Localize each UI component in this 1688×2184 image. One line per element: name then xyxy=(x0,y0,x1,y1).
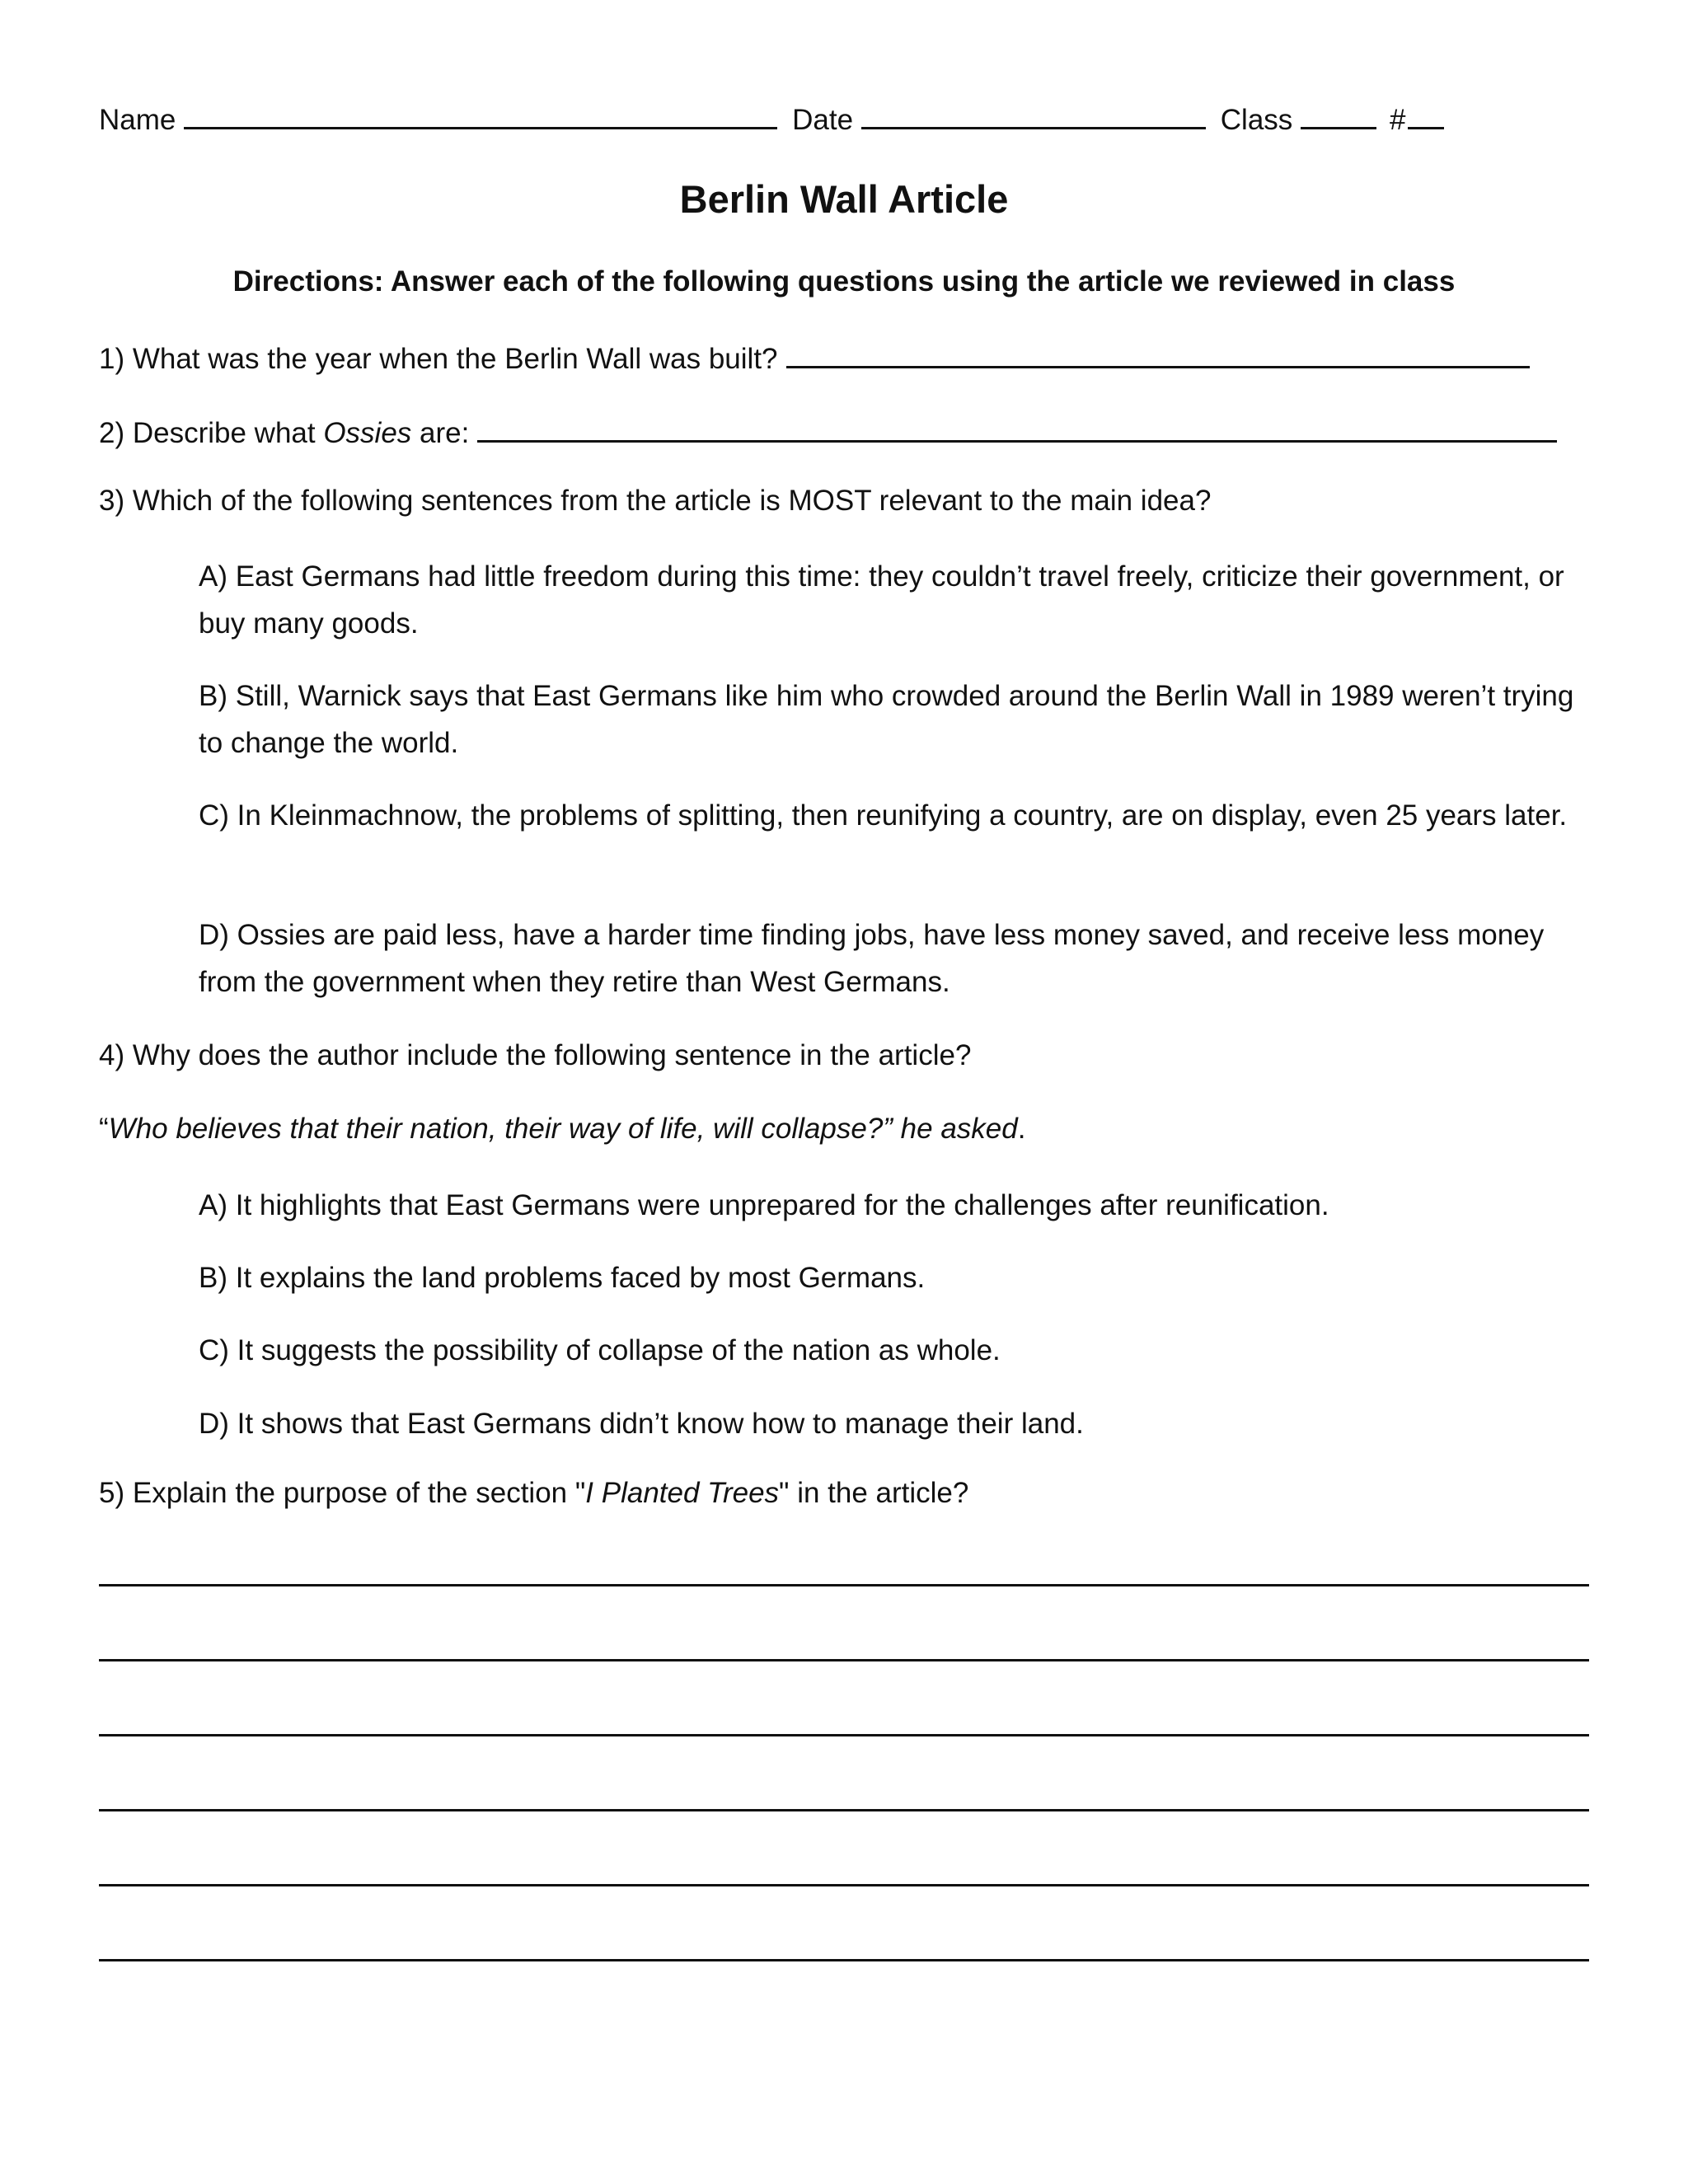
name-blank[interactable] xyxy=(184,99,777,129)
header-row xyxy=(99,99,1444,138)
quote-text: Who believes that their nation, their way of life, will collapse?” he asked xyxy=(108,1113,1018,1145)
answer-line-1[interactable] xyxy=(99,1584,1589,1586)
directions: Directions: Answer each of the following questions using the article we reviewed in class xyxy=(232,265,1456,298)
question-3-text: 3) Which of the following sentences from the article is MOST relevant to the main idea? xyxy=(99,485,1212,517)
question-3-option-d[interactable]: D) Ossies are paid less, have a harder time finding jobs, have less money saved, and receive less money from the government when they retire than West Germans. xyxy=(199,919,1545,998)
answer-line-5[interactable] xyxy=(99,1884,1589,1886)
question-2 xyxy=(99,412,1557,452)
number-label: # xyxy=(1390,104,1406,136)
question-4-option-b[interactable]: B) It explains the land problems faced by most Germans. xyxy=(199,1262,926,1294)
question-1-answer-blank[interactable] xyxy=(786,338,1530,368)
question-3-option-b[interactable]: B) Still, Warnick says that East Germans like him who crowded around the Berlin Wall in 1989 weren’t trying to change the world. xyxy=(199,680,1574,759)
question-5-prefix: 5) Explain the purpose of the section " xyxy=(99,1477,586,1509)
answer-line-4[interactable] xyxy=(99,1809,1589,1811)
quote-open-mark: “ xyxy=(99,1113,109,1145)
question-2-term: Ossies xyxy=(323,417,412,449)
date-blank[interactable] xyxy=(861,99,1206,129)
date-label: Date xyxy=(792,104,854,136)
class-label: Class xyxy=(1220,104,1293,136)
name-label: Name xyxy=(99,104,176,136)
question-4-option-c[interactable]: C) It suggests the possibility of collapse of the nation as whole. xyxy=(199,1334,1001,1366)
answer-line-3[interactable] xyxy=(99,1734,1589,1736)
question-4-quote xyxy=(99,1111,1025,1147)
page-title: Berlin Wall Article xyxy=(679,177,1009,221)
question-1 xyxy=(99,338,1530,377)
question-5-suffix: " in the article? xyxy=(779,1477,969,1509)
answer-line-2[interactable] xyxy=(99,1659,1589,1661)
number-blank[interactable] xyxy=(1408,99,1444,129)
question-4-text: 4) Why does the author include the following sentence in the article? xyxy=(99,1039,972,1071)
question-2-answer-blank[interactable] xyxy=(477,412,1557,443)
question-3-option-a[interactable]: A) East Germans had little freedom during this time: they couldn’t travel freely, criticize their government, or buy many goods. xyxy=(199,560,1564,640)
question-2-suffix: are: xyxy=(411,417,470,449)
question-4-option-d[interactable]: D) It shows that East Germans didn’t know how to manage their land. xyxy=(199,1408,1084,1440)
question-3-option-c[interactable]: C) In Kleinmachnow, the problems of splitting, then reunifying a country, are on display, even 25 years later. xyxy=(199,799,1568,832)
answer-line-6[interactable] xyxy=(99,1959,1589,1961)
question-5 xyxy=(99,1475,968,1511)
question-5-section-title: I Planted Trees xyxy=(585,1477,780,1509)
quote-period: . xyxy=(1017,1113,1026,1145)
class-blank[interactable] xyxy=(1301,99,1376,129)
question-1-text: 1) What was the year when the Berlin Wall was built? xyxy=(99,343,778,375)
question-4-option-a[interactable]: A) It highlights that East Germans were unprepared for the challenges after reunification. xyxy=(199,1189,1329,1221)
question-2-prefix: 2) Describe what xyxy=(99,417,324,449)
